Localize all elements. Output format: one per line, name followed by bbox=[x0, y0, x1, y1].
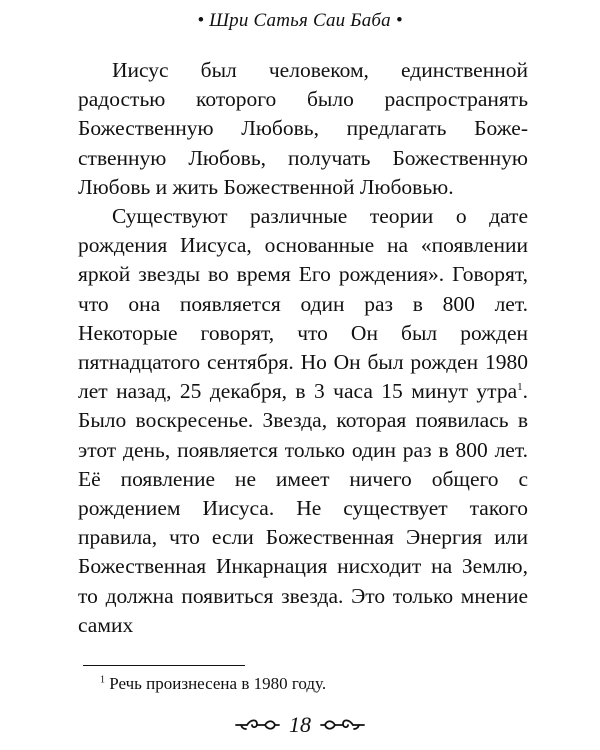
vine-ornament-right-icon bbox=[319, 717, 367, 733]
page-footer bbox=[0, 710, 600, 740]
footnote-reference[interactable]: 1 bbox=[517, 381, 523, 394]
footnote-mark: 1 bbox=[100, 674, 105, 686]
footnote-text: Речь произнесена в 1980 году. bbox=[105, 674, 327, 693]
paragraph-2 bbox=[78, 202, 528, 640]
vine-ornament-left-icon bbox=[233, 717, 281, 733]
page-number: 18 bbox=[289, 712, 311, 737]
paragraph-2-text-after: . Было воскресенье. Звезда, которая появилась в этот день, появляется только один раз в 800 лет. Её появление не имеет ничего общего с рождением Иисуса. Не существует такого правила, что если Божественная Энергия или Божественная Инкарнация нисходит на Землю, то должна появиться звезда. Это только мнение самих bbox=[78, 379, 528, 637]
paragraph-2-text-before: Существуют различные теории о дате рождения Иисуса, основанные на «появлении яркой звезды во время Его рождения». Говорят, что она появляется один раз в 800 лет. Некоторые говорят, что Он был рожден пятнадцатого сентября. Но Он был рожден 1980 лет назад, 25 декабря, в 3 часа 15 минут утра bbox=[78, 204, 528, 404]
running-header: • Шри Сатья Саи Баба • bbox=[197, 10, 403, 31]
body-text bbox=[78, 56, 528, 640]
footnote bbox=[100, 674, 530, 694]
paragraph-1 bbox=[78, 56, 528, 202]
paragraph-1-text: Иисус был человеком, единственной радостью которого было распространять Божественную Любовь, предлагать Божественную Любовь, получать Божественную Любовь и жить Божественной Любовью. bbox=[78, 58, 528, 199]
footnote-separator bbox=[83, 665, 245, 666]
